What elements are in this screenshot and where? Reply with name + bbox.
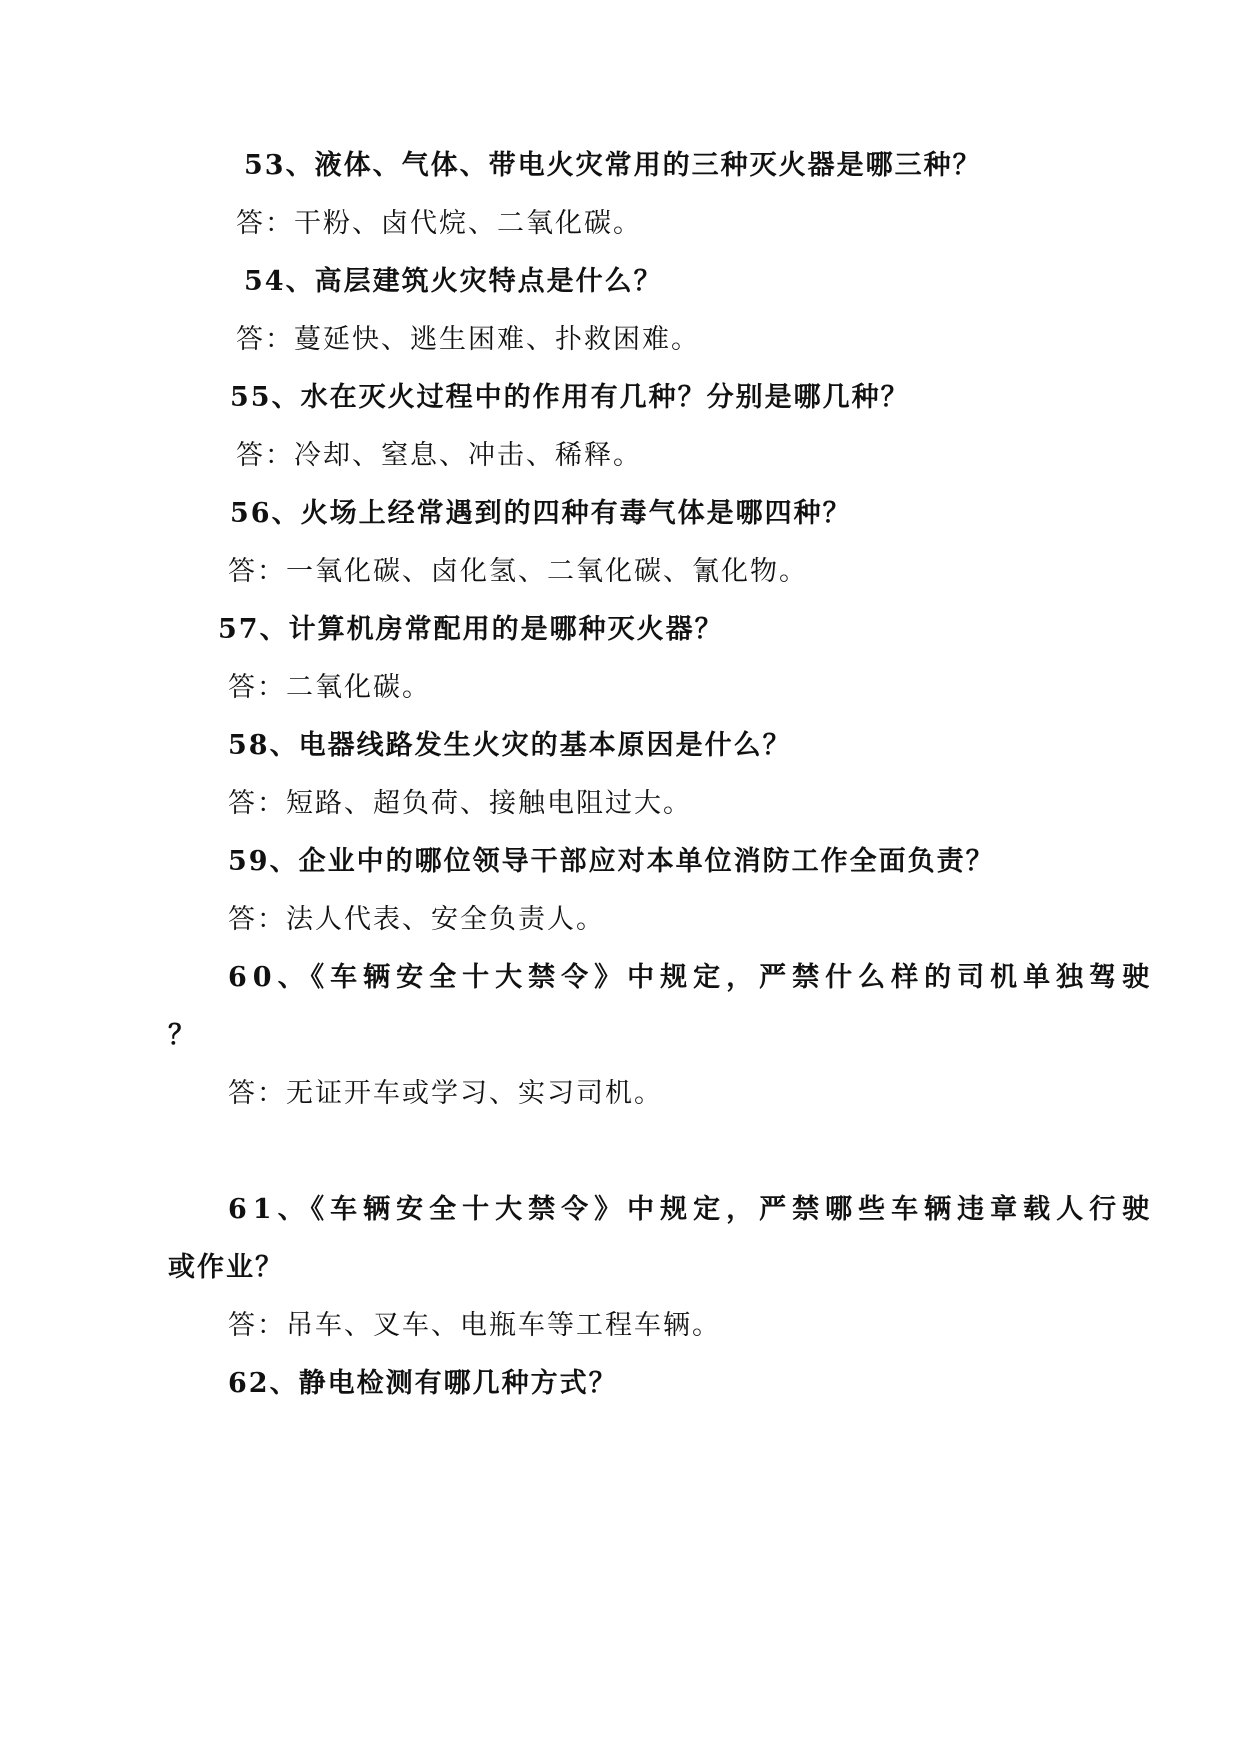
question-61-line2: 或作业？ [168, 1252, 284, 1283]
question-54: 54、高层建筑火灾特点是什么？ [244, 266, 663, 297]
question-56: 56、火场上经常遇到的四种有毒气体是哪四种？ [230, 498, 852, 529]
question-62: 62、静电检测有哪几种方式？ [228, 1368, 618, 1399]
question-60-line1: 60、《车辆安全十大禁令》中规定，严禁什么样的司机单独驾驶 [228, 962, 1156, 993]
question-60-line2: ？ [168, 1020, 197, 1051]
answer-56: 答：一氧化碳、卤化氢、二氧化碳、氰化物。 [228, 556, 808, 587]
question-55: 55、水在灭火过程中的作用有几种？分别是哪几种？ [230, 382, 910, 413]
question-58: 58、电器线路发生火灾的基本原因是什么？ [228, 730, 792, 761]
answer-58: 答：短路、超负荷、接触电阻过大。 [228, 788, 692, 819]
question-53: 53、液体、气体、带电火灾常用的三种灭火器是哪三种？ [244, 150, 982, 181]
answer-57: 答：二氧化碳。 [228, 672, 431, 703]
question-61-line1: 61、《车辆安全十大禁令》中规定，严禁哪些车辆违章载人行驶 [228, 1194, 1156, 1225]
answer-61: 答：吊车、叉车、电瓶车等工程车辆。 [228, 1310, 721, 1341]
answer-59: 答：法人代表、安全负责人。 [228, 904, 605, 935]
answer-53: 答：干粉、卤代烷、二氧化碳。 [236, 208, 642, 239]
question-57: 57、计算机房常配用的是哪种灭火器？ [218, 614, 724, 645]
answer-54: 答：蔓延快、逃生困难、扑救困难。 [236, 324, 700, 355]
question-59: 59、企业中的哪位领导干部应对本单位消防工作全面负责？ [228, 846, 995, 877]
answer-60: 答：无证开车或学习、实习司机。 [228, 1078, 663, 1109]
answer-55: 答：冷却、窒息、冲击、稀释。 [236, 440, 642, 471]
